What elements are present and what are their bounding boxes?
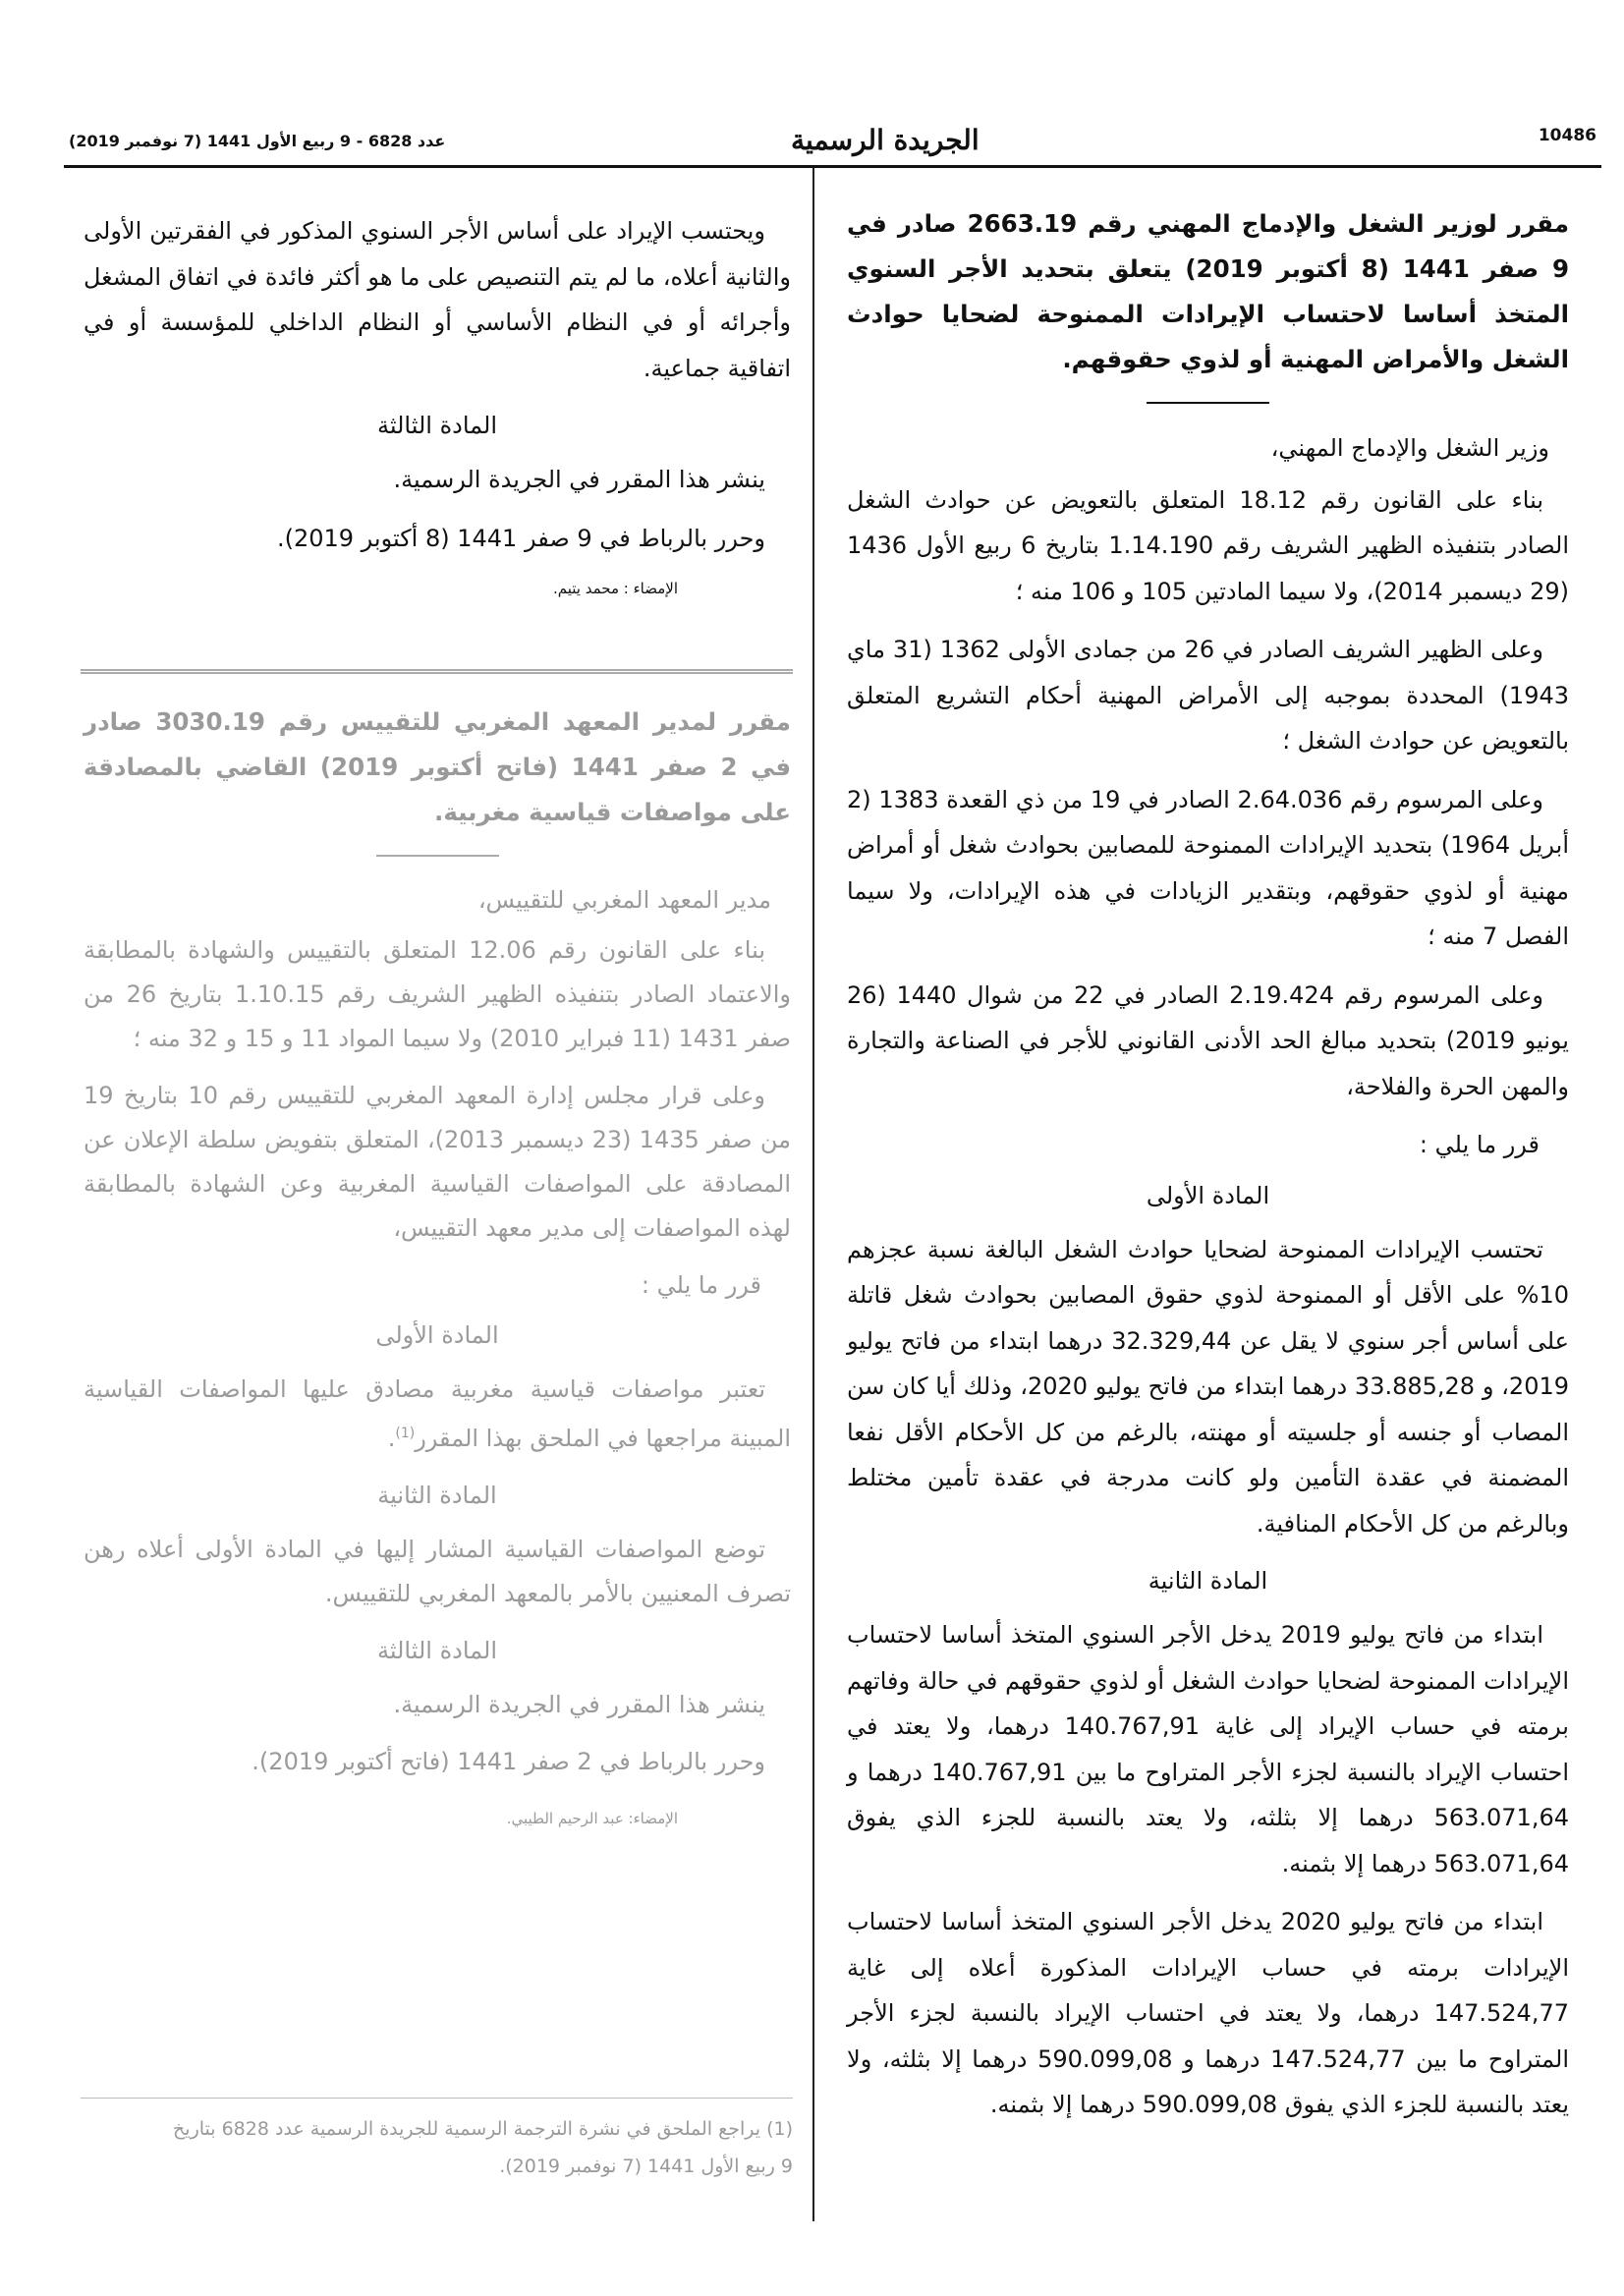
article-2-paragraph: ابتداء من فاتح يوليو 2020 يدخل الأجر السنوي المتخذ أساسا لاحتساب الإيرادات برمته في حساب الإيرادات المذكورة أعلاه إلى غاية 147.524,77 درهما، ولا يعتد في احتساب الإيراد بالنسبة لجزء الأجر المتراوح ما بين 147.524,77 درهما و 590.099,08 درهما إلا بثلثه، ولا يعتد بالنسبة للجزء الذي يفوق 590.099,08 درهما إلا بثمنه. — [847, 1908, 1569, 2118]
article-2-heading: المادة الثانية — [1148, 1567, 1268, 1595]
decides: قرر ما يلي : — [1419, 1131, 1540, 1158]
article-3-text: ينشر هذا المقرر في الجريدة الرسمية. — [393, 1691, 765, 1718]
recital: وعلى المرسوم رقم 2.64.036 الصادر في 19 من ذي القعدة 1383 (2 أبريل 1964) بتحديد الإيرادات الممنوحة للمصابين بحوادث شغل أو أمراض مهنية أو لذوي حقوقهم، وبتقدير الزيادات في هذه الإيرادات، ولا سيما الفصل 7 منه ؛ — [847, 785, 1569, 950]
article-2-text: توضع المواصفات القياسية المشار إليها في المادة الأولى أعلاه رهن تصرف المعنيين بالأمر بالمعهد المغربي للتقييس. — [84, 1536, 791, 1607]
recital: وعلى الظهير الشريف الصادر في 26 من جمادى الأولى 1362 (31 ماي 1943) المحددة بموجبه إلى الأمراض المهنية أحكام التشريع المتعلق بالتعويض عن حوادث الشغل ؛ — [847, 636, 1569, 755]
decision-2-title: مقرر لمدير المعهد المغربي للتقييس رقم 3030.19 صادر في 2 صفر 1441 (فاتح أكتوبر 2019) القاضي بالمصادقة على مواصفات قياسية مغربية. — [84, 707, 791, 826]
decision-1-column — [847, 201, 1569, 2141]
article-3-heading: المادة الثالثة — [376, 412, 497, 439]
decision-1-authority: وزير الشغل والإدماج المهني، — [1270, 434, 1549, 462]
signature: الإمضاء: عبد الرحيم الطيبي. — [506, 1810, 678, 1827]
article-3-text: ينشر هذا المقرر في الجريدة الرسمية. — [393, 466, 765, 493]
article-1-text: تعتبر مواصفات قياسية مغربية مصادق عليها المواصفات القياسية المبينة مراجعها في الملحق بهذا المقرر$^{(1)}$. — [84, 1375, 791, 1452]
article-1-heading: المادة الأولى — [1146, 1181, 1270, 1209]
decision-1-title: مقرر لوزير الشغل والإدماج المهني رقم 2663.19 صادر في 9 صفر 1441 (8 أكتوبر 2019) يتعلق بتحديد الأجر السنوي المتخذ أساسا لاحتساب الإيرادات الممنوحة لضحايا حوادث الشغل والأمراض المهنية أو لذوي حقوقهم. — [847, 209, 1569, 373]
signature: الإمضاء : محمد يتيم. — [553, 580, 678, 597]
article-3-heading: المادة الثالثة — [376, 1637, 497, 1664]
issue-info: عدد 6828 - 9 ربيع الأول 1441 (7 نوفمبر 2019) — [69, 132, 446, 150]
title-rule — [1147, 402, 1269, 404]
page-header — [69, 124, 1596, 163]
recital: بناء على القانون رقم 12.06 المتعلق بالتقييس والشهادة بالمطابقة والاعتماد الصادر بتنفيذه الظهير الشريف رقم 1.10.15 بتاريخ 26 من صفر 1431 (11 فبراير 2010) ولا سيما المواد 11 و 15 و 32 منه ؛ — [84, 936, 791, 1052]
footnote-line: (1) يراجع الملحق في نشرة الترجمة الرسمية للجريدة الرسمية عدد 6828 بتاريخ — [173, 2118, 793, 2140]
footnote-line: 9 ربيع الأول 1441 (7 نوفمبر 2019). — [499, 2156, 793, 2177]
journal-title: الجريدة الرسمية — [791, 124, 980, 156]
continuation-paragraph: ويحتسب الإيراد على أساس الأجر السنوي المذكور في الفقرتين الأولى والثانية أعلاه، ما لم يتم التنصيص على ما هو أكثر فائدة في اتفاق المشغل وأجرائه أو في النظام الأساسي أو النظام الداخلي للمؤسسة أو في اتفاقية جماعية. — [84, 217, 791, 382]
article-2-paragraph: ابتداء من فاتح يوليو 2019 يدخل الأجر السنوي المتخذ أساسا لاحتساب الإيرادات الممنوحة لضحايا حوادث الشغل أو لذوي حقوقهم في حالة وفاتهم برمته في حساب الإيراد إلى غاية 140.767,91 درهما، ولا يعتد في احتساب الإيراد بالنسبة لجزء الأجر المتراوح ما بين 140.767,91 درهما و 563.071,64 درهما إلا بثلثه، ولا يعتد بالنسبة للجزء الذي يفوق 563.071,64 درهما إلا بثمنه. — [847, 1621, 1569, 1877]
article-1-body: تعتبر مواصفات قياسية مغربية مصادق عليها المواصفات القياسية المبينة مراجعها في الملحق بهذا المقرر — [84, 1375, 791, 1452]
decides: قرر ما يلي : — [641, 1271, 761, 1299]
footnote-marker: (1) — [395, 1426, 416, 1441]
page-number: 10486 — [1538, 126, 1596, 145]
article-1-heading: المادة الأولى — [375, 1321, 499, 1349]
article-2-heading: المادة الثانية — [377, 1482, 497, 1509]
article-1-text: تحتسب الإيرادات الممنوحة لضحايا حوادث الشغل البالغة نسبة عجزهم 10% على الأقل أو الممنوحة لذوي حقوق المصابين بحوادث شغل قاتلة على أساس أجر سنوي لا يقل عن 32.329,44 درهما ابتداء من فاتح يوليو 2019، و 33.885,28 درهما ابتداء من فاتح يوليو 2020، وذلك أيا كان سن المصاب أو جنسه أو جلسيته أو مهنته، بالرغم من كل الأحكام الأقل نفعا المضمنة في عقدة التأمين ولو كانت مدرجة في عقدة تأمين مختلط وبالرغم من كل الأحكام المنافية. — [847, 1235, 1569, 1538]
column-divider — [812, 168, 814, 2221]
footnote — [81, 2110, 793, 2185]
decision-2-authority: مدير المعهد المغربي للتقييس، — [477, 886, 771, 914]
recital: وعلى قرار مجلس إدارة المعهد المغربي للتقييس رقم 10 بتاريخ 19 من صفر 1435 (23 ديسمبر 2013)، المتعلق بتفويض سلطة الإعلان عن المصادقة على المواصفات القياسية المغربية وعن الشهادة بالمطابقة لهذه المواصفات إلى مدير معهد التقييس، — [84, 1082, 791, 1242]
recital: بناء على القانون رقم 18.12 المتعلق بالتعويض عن حوادث الشغل الصادر بتنفيذه الظهير الشريف رقم 1.14.190 بتاريخ 6 ربيع الأول 1436 (29 ديسمبر 2014)، ولا سيما المادتين 105 و 106 منه ؛ — [847, 485, 1569, 605]
done-at: وحرر بالرباط في 2 صفر 1441 (فاتح أكتوبر 2019). — [252, 1748, 765, 1775]
title-rule — [376, 855, 499, 857]
done-at: وحرر بالرباط في 9 صفر 1441 (8 أكتوبر 2019). — [276, 524, 765, 552]
decision-2-column — [84, 700, 791, 1851]
footnote-rule — [81, 2098, 793, 2099]
header-rule — [64, 165, 1601, 168]
decision-separator — [81, 669, 793, 674]
decision-1-continuation — [84, 208, 791, 613]
recital: وعلى المرسوم رقم 2.19.424 الصادر في 22 من شوال 1440 (26 يونيو 2019) بتحديد مبالغ الحد الأدنى القانوني للأجر في الصناعة والتجارة والمهن الحرة والفلاحة، — [847, 980, 1569, 1100]
